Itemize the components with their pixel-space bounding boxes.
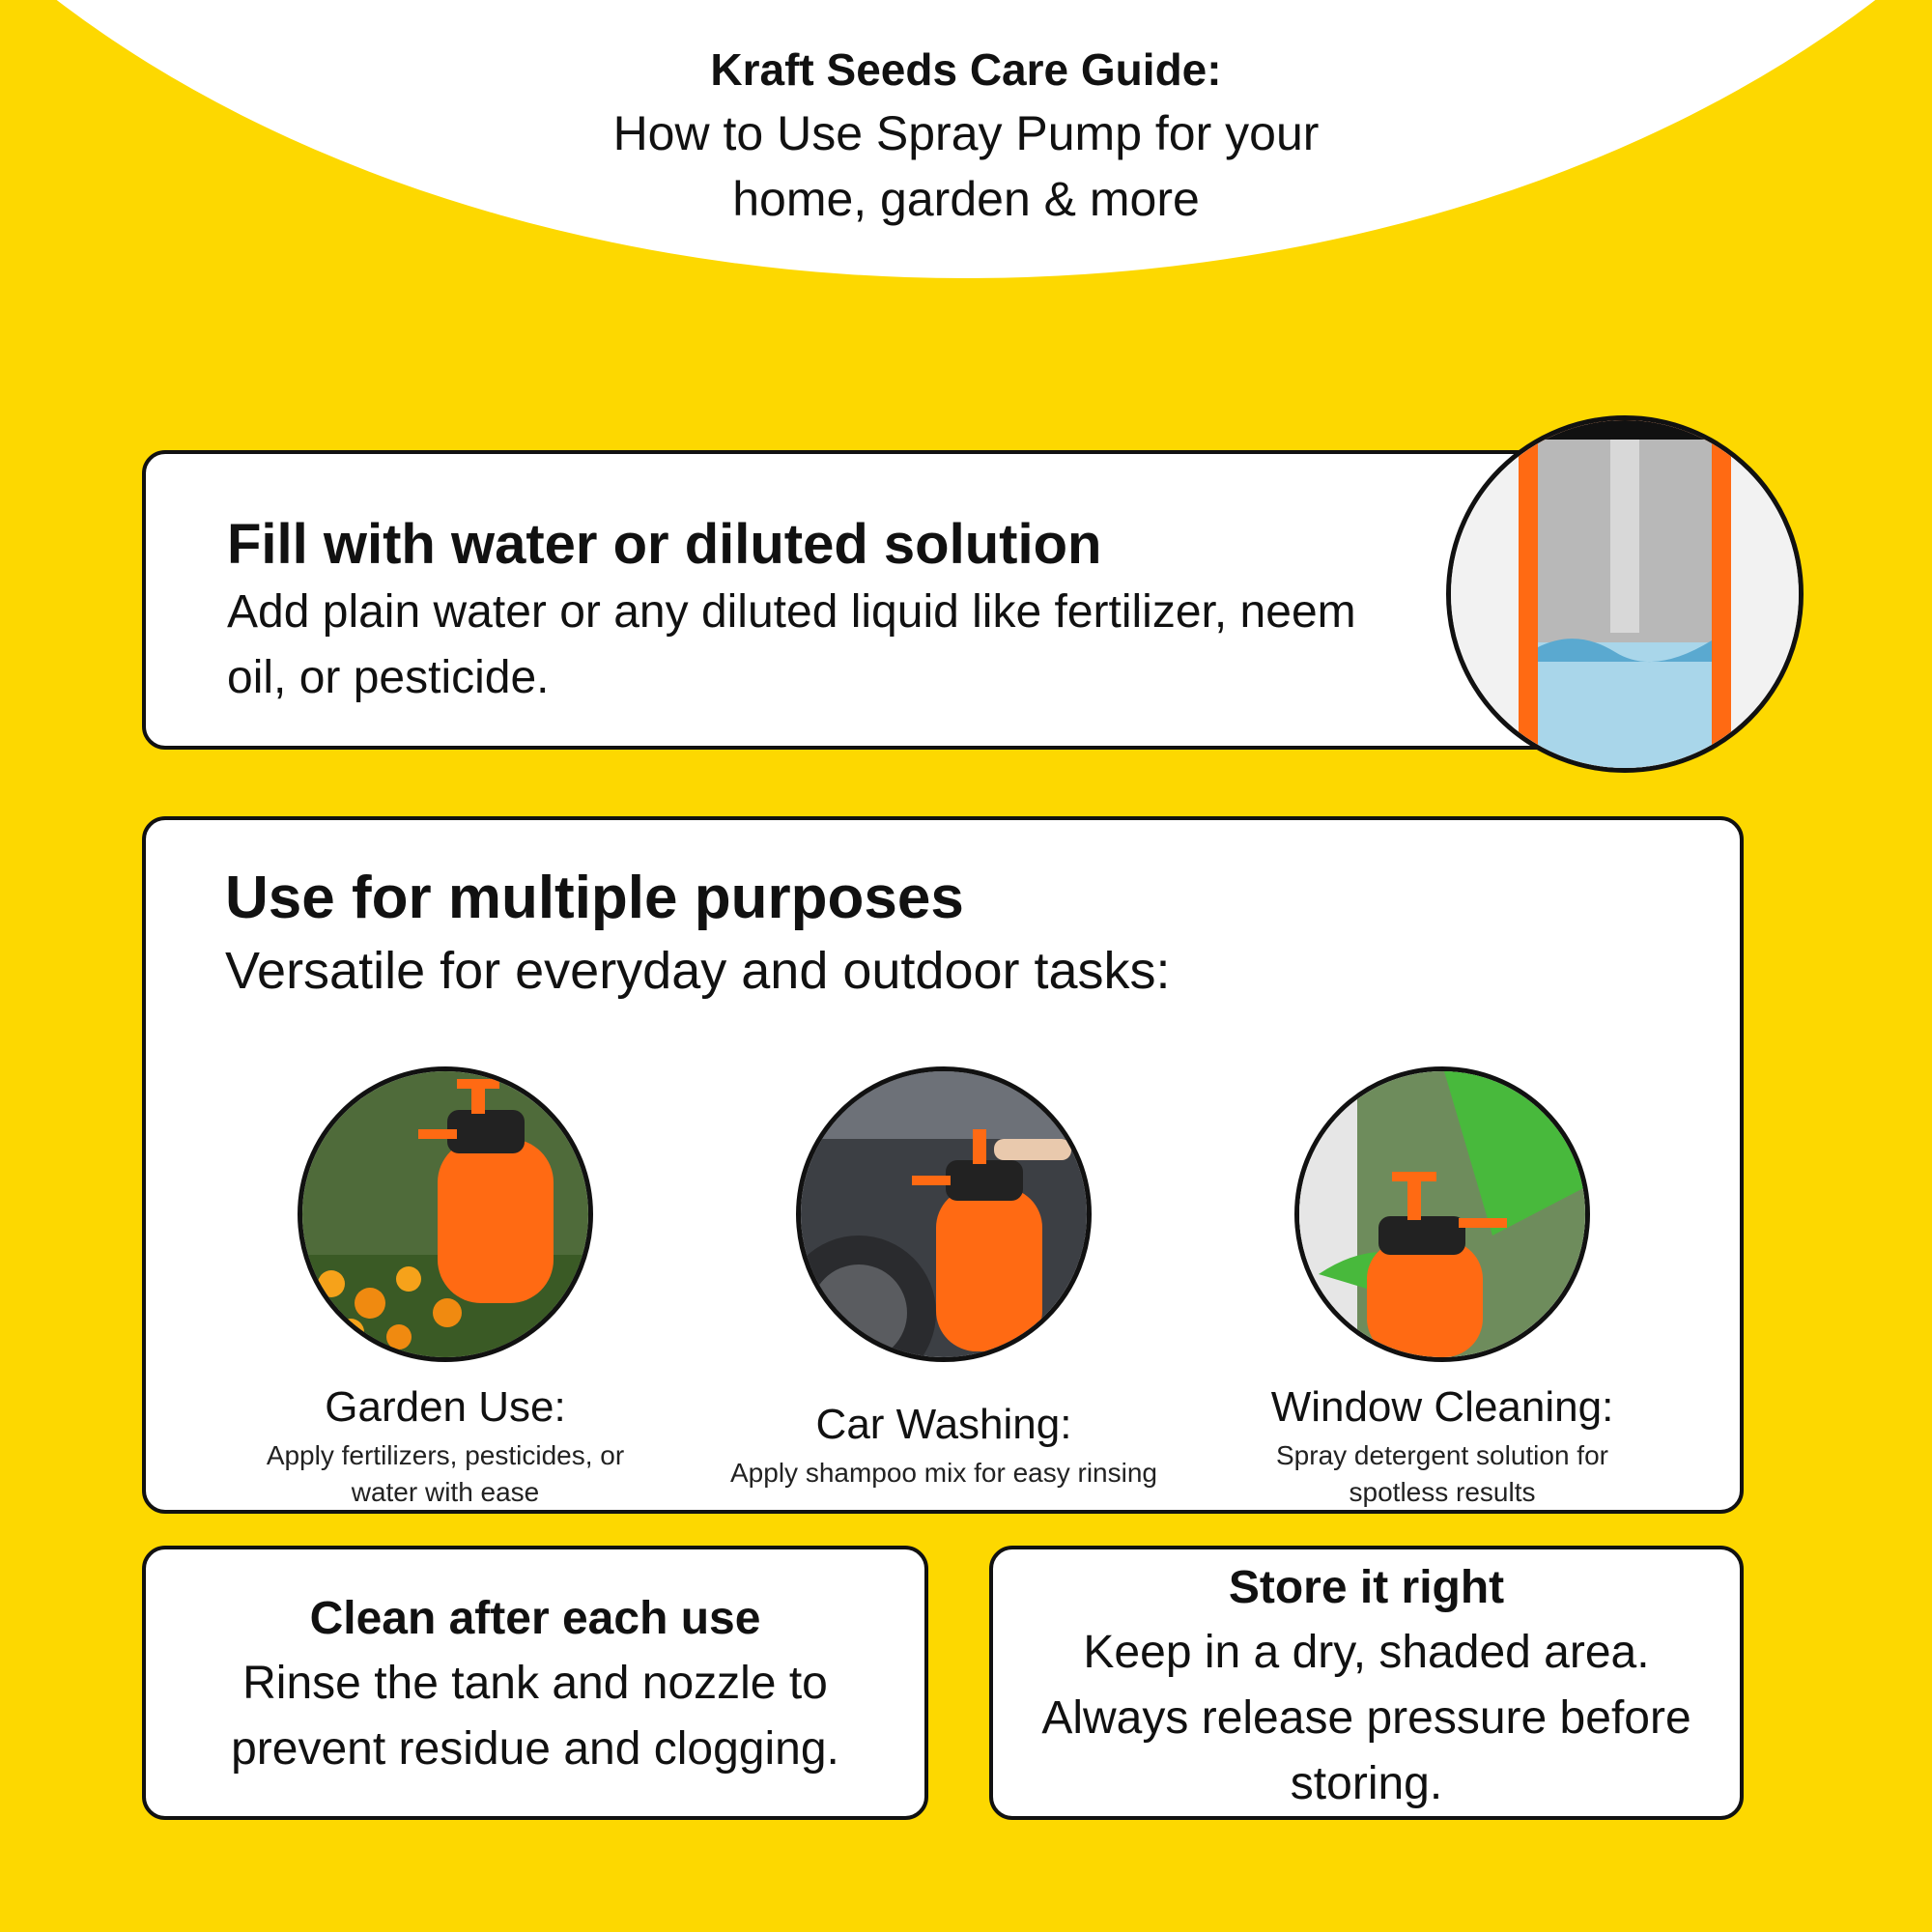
store-card-title: Store it right xyxy=(1228,1562,1505,1613)
pump-tank-water-image xyxy=(1446,415,1804,773)
fill-card-title: Fill with water or diluted solution xyxy=(227,513,1102,576)
clean-card-title: Clean after each use xyxy=(309,1593,761,1644)
header-subtitle-line2: home, garden & more xyxy=(732,172,1200,226)
window-cleaning-image xyxy=(1294,1066,1590,1362)
garden-spray-image xyxy=(298,1066,593,1362)
clean-card xyxy=(142,1546,928,1820)
garden-use-label: Garden Use: xyxy=(325,1383,566,1431)
fill-card xyxy=(142,450,1572,750)
purposes-card xyxy=(142,816,1744,1514)
use-item-garden xyxy=(194,1066,696,1511)
window-cleaning-desc: Spray detergent solution for spotless results xyxy=(1276,1440,1608,1507)
clean-card-body: Rinse the tank and nozzle to prevent residue and clogging. xyxy=(231,1658,839,1775)
header-title: Kraft Seeds Care Guide: xyxy=(710,44,1222,95)
window-cleaning-label: Window Cleaning: xyxy=(1270,1383,1614,1431)
store-card xyxy=(989,1546,1744,1820)
fill-card-body: Add plain water or any diluted liquid like fertilizer, neem oil, or pesticide. xyxy=(227,586,1356,703)
purposes-card-body: Versatile for everyday and outdoor tasks: xyxy=(225,942,1171,1000)
car-washing-image xyxy=(796,1066,1092,1362)
car-washing-desc: Apply shampoo mix for easy rinsing xyxy=(730,1458,1157,1488)
use-item-car xyxy=(693,1066,1195,1492)
purposes-card-title: Use for multiple purposes xyxy=(225,865,964,931)
car-washing-label: Car Washing: xyxy=(815,1401,1072,1448)
use-item-window xyxy=(1191,1066,1693,1511)
header-subtitle-line1: How to Use Spray Pump for your xyxy=(612,106,1320,160)
header xyxy=(0,39,1932,232)
garden-use-desc: Apply fertilizers, pesticides, or water with ease xyxy=(266,1440,625,1507)
store-card-body: Keep in a dry, shaded area. Always release pressure before storing. xyxy=(1041,1627,1691,1809)
